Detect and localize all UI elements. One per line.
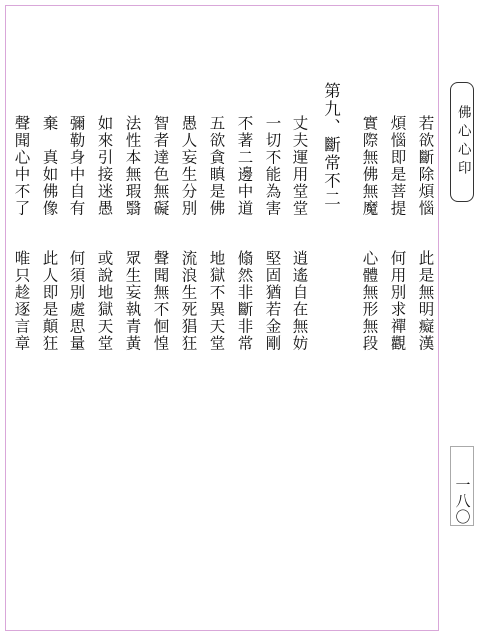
text-column bbox=[68, 115, 84, 217]
column-top: 如來引接迷愚 bbox=[95, 115, 114, 217]
page-number-box bbox=[450, 446, 474, 526]
text-column bbox=[13, 115, 29, 217]
page-number: 一八〇 bbox=[453, 477, 472, 525]
text-column bbox=[264, 115, 280, 217]
text-column bbox=[291, 250, 307, 352]
text-column bbox=[389, 250, 405, 352]
column-bottom: 心體無形無段 bbox=[360, 250, 379, 352]
text-column bbox=[68, 250, 84, 352]
column-bottom: 何須別處思量 bbox=[67, 250, 86, 352]
text-column bbox=[124, 250, 140, 352]
column-bottom: 此人即是顛狂 bbox=[40, 250, 59, 352]
text-column bbox=[13, 250, 29, 352]
column-top: 愚人妄生分別 bbox=[179, 115, 198, 217]
text-column bbox=[361, 250, 377, 352]
column-top: 法性本無瑕翳 bbox=[123, 115, 142, 217]
text-column bbox=[389, 115, 405, 217]
text-column bbox=[180, 250, 196, 352]
column-bottom: 或說地獄天堂 bbox=[95, 250, 114, 352]
column-bottom: 此是無明癡漢 bbox=[416, 250, 435, 352]
text-column bbox=[291, 115, 307, 217]
text-column bbox=[41, 250, 57, 352]
heading-text: 第九、斷常不二 bbox=[321, 82, 341, 208]
text-column bbox=[41, 115, 57, 217]
text-column bbox=[152, 115, 168, 217]
column-bottom: 流浪生死猖狂 bbox=[179, 250, 198, 352]
section-tab bbox=[450, 82, 474, 202]
text-column bbox=[208, 115, 224, 217]
column-top: 煩惱即是菩提 bbox=[388, 115, 407, 217]
column-bottom: 聲聞無不恛惶 bbox=[151, 250, 170, 352]
column-bottom: 何用別求禪觀 bbox=[388, 250, 407, 352]
column-top: 聲聞心中不了 bbox=[12, 115, 31, 217]
text-column bbox=[361, 115, 377, 217]
column-top: 實際無佛無魔 bbox=[360, 115, 379, 217]
text-column bbox=[96, 115, 112, 217]
column-top: 丈夫運用堂堂 bbox=[290, 115, 309, 217]
column-bottom: 逍遙自在無妨 bbox=[290, 250, 309, 352]
text-column bbox=[236, 250, 252, 352]
section-tab-label: 佛心心印 bbox=[454, 105, 471, 179]
text-column bbox=[180, 115, 196, 217]
column-top: 五欲貪瞋是佛 bbox=[207, 115, 226, 217]
column-bottom: 翛然非斷非常 bbox=[235, 250, 254, 352]
text-column bbox=[124, 115, 140, 217]
text-column bbox=[236, 115, 252, 217]
text-column bbox=[152, 250, 168, 352]
column-bottom: 唯只趁逐言章 bbox=[12, 250, 31, 352]
column-bottom: 地獄不異天堂 bbox=[207, 250, 226, 352]
column-bottom: 堅固猶若金剛 bbox=[263, 250, 282, 352]
column-top: 棄 真如佛像 bbox=[40, 115, 59, 217]
text-column bbox=[417, 250, 433, 352]
column-bottom: 眾生妄執青黃 bbox=[123, 250, 142, 352]
column-top: 若欲斷除煩惱 bbox=[416, 115, 435, 217]
text-column bbox=[208, 250, 224, 352]
column-top: 不著二邊中道 bbox=[235, 115, 254, 217]
text-column bbox=[417, 115, 433, 217]
column-top: 一切不能為害 bbox=[263, 115, 282, 217]
text-column bbox=[96, 250, 112, 352]
column-top: 彌勒身中自有 bbox=[67, 115, 86, 217]
text-column bbox=[264, 250, 280, 352]
column-top: 智者達色無礙 bbox=[151, 115, 170, 217]
section-heading bbox=[322, 82, 339, 208]
